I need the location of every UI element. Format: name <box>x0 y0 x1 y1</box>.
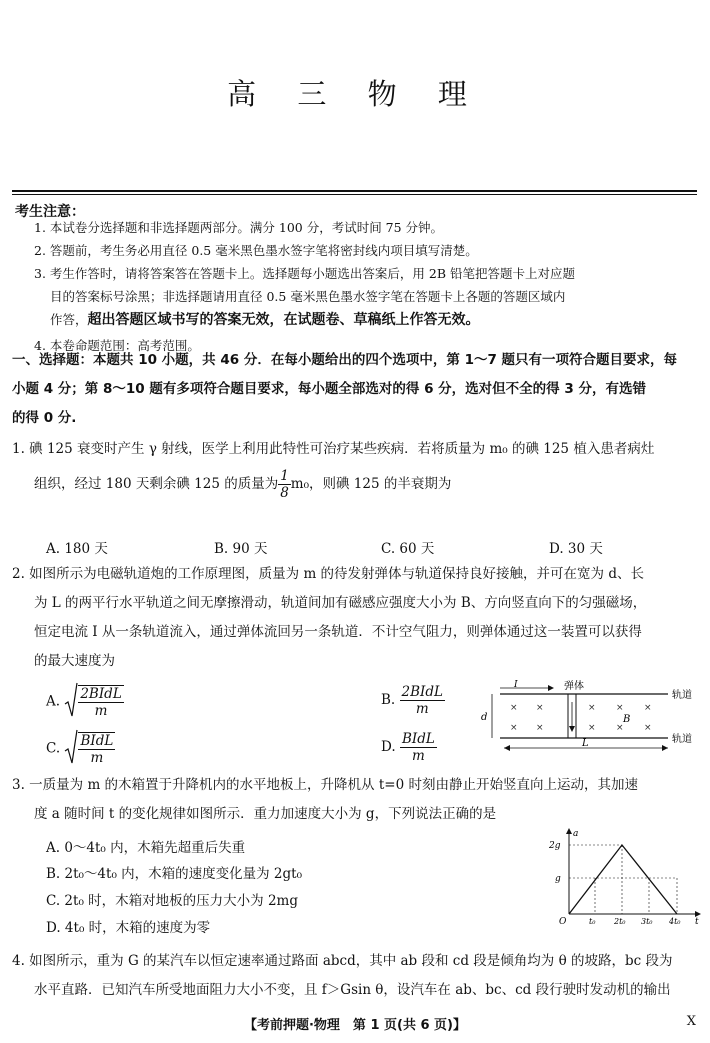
notice-item-2: 2. 答题前，考生务必用直径 0.5 毫米黑色墨水签字笔将密封线内项目填写清楚。 <box>34 243 478 258</box>
page-title: 高 三 物 理 <box>227 77 483 111</box>
svg-text:×: × <box>536 723 544 733</box>
option-label: C. <box>46 740 61 757</box>
sqrt-sign <box>64 682 78 722</box>
fraction-denominator: m <box>94 703 108 719</box>
question-4-line-2: 水平直路．已知汽车所受地面阻力大小不变，且 f＞Gsin θ，设汽车在 ab、bc、cd 段行驶时发动机的输出 <box>34 982 671 998</box>
question-2-line-4: 的最大速度为 <box>34 653 115 669</box>
section-heading-line-3: 的得 0 分. <box>12 410 77 426</box>
question-4-line-1: 4. 如图所示，重为 G 的某汽车以恒定速率通过路面 abcd，其中 ab 段和 cd 段是倾角均为 θ 的坡路，bc 段为 <box>12 953 673 969</box>
question-2-option-a <box>46 682 124 722</box>
question-1-option-d: D. 30 天 <box>549 541 603 557</box>
header-rule-thin <box>12 194 697 195</box>
sqrt-sign <box>64 729 78 769</box>
page-footer: 【考前押题·物理 第 1 页(共 6 页)】 <box>243 1018 467 1033</box>
question-2-line-3: 恒定电流 I 从一条轨道流入，通过弹体流回另一条轨道．不计空气阻力，则弹体通过这一装置可以获得 <box>34 624 642 640</box>
question-2-option-b <box>381 684 445 717</box>
question-1-option-b: B. 90 天 <box>214 541 268 557</box>
question-1-text-b: m₀，则碘 125 的半衰期为 <box>290 476 452 492</box>
railgun-diagram <box>478 680 703 756</box>
acceleration-time-graph <box>545 826 705 926</box>
section-heading-line-2: 小题 4 分；第 8～10 题有多项符合题目要求，每小题全部选对的得 6 分，选对但不全的得 3 分，有选错 <box>12 381 646 397</box>
question-1-fraction <box>278 468 291 501</box>
label-B: B <box>623 714 631 725</box>
notice-item-1: 1. 本试卷分选择题和非选择题两部分。满分 100 分，考试时间 75 分钟。 <box>34 220 444 235</box>
question-2-option-c <box>46 729 115 769</box>
x-tick-t0: t₀ <box>589 917 596 926</box>
question-3 <box>12 771 702 829</box>
y-tick-2g: 2g <box>549 841 561 851</box>
notice-warning: 超出答题区域书写的答案无效，在试题卷、草稿纸上作答无效。 <box>87 312 480 328</box>
question-2 <box>12 560 702 676</box>
svg-text:×: × <box>644 723 652 733</box>
question-1-option-a: A. 180 天 <box>46 541 108 557</box>
question-3-option-c: C. 2t₀ 时，木箱对地板的压力大小为 2mg <box>46 893 298 909</box>
label-current-top: I <box>514 680 518 690</box>
fraction-numerator: BIdL <box>401 731 435 747</box>
question-1-line-2 <box>12 464 702 504</box>
svg-text:×: × <box>616 723 624 733</box>
option-b-fraction <box>400 684 445 717</box>
footer-code: X <box>686 1014 696 1029</box>
option-label: B. <box>381 692 396 708</box>
svg-text:×: × <box>510 703 518 713</box>
question-3-option-d: D. 4t₀ 时，木箱的速度为零 <box>46 920 211 936</box>
question-2-option-d <box>381 731 437 764</box>
label-L: L <box>582 738 589 749</box>
fraction-numerator: BIdL <box>80 733 114 749</box>
question-1-line-1: 1. 碘 125 衰变时产生 γ 射线，医学上利用此特性可治疗某些疾病．若将质量为 m₀ 的碘 125 植入患者病灶 <box>12 441 655 457</box>
svg-text:×: × <box>510 723 518 733</box>
option-label: D. <box>381 739 396 755</box>
svg-text:×: × <box>536 703 544 713</box>
question-1-option-c: C. 60 天 <box>381 541 435 557</box>
option-d-fraction <box>400 731 437 764</box>
svg-text:×: × <box>588 703 596 713</box>
question-3-option-a: A. 0～4t₀ 内，木箱先超重后失重 <box>46 840 246 856</box>
notice-item-3-cont2 <box>50 310 690 330</box>
svg-text:×: × <box>588 723 596 733</box>
fraction-numerator: 2BIdL <box>401 684 443 700</box>
option-c-fraction <box>78 732 115 766</box>
label-rail-bottom: 轨道 <box>672 734 692 745</box>
fraction-numerator: 2BIdL <box>80 686 122 702</box>
fraction-denominator: m <box>90 750 104 766</box>
section-heading <box>12 346 702 433</box>
notice-item-3: 3. 考生作答时，请将答案答在答题卡上。选择题每小题选出答案后，用 2B 铅笔把答题卡上对应题 <box>34 266 575 281</box>
question-3-option-b: B. 2t₀～4t₀ 内，木箱的速度变化量为 2gt₀ <box>46 866 303 882</box>
question-1 <box>12 435 702 504</box>
section-heading-line-1: 一、选择题：本题共 10 小题，共 46 分．在每小题给出的四个选项中，第 1～7 题只有一项符合题目要求，每 <box>12 352 678 368</box>
x-axis-label: t <box>695 917 699 926</box>
svg-text:×: × <box>616 703 624 713</box>
header-rule <box>12 190 697 192</box>
notice-item-3-lead: 作答， <box>50 312 88 327</box>
x-tick-2t0: 2t₀ <box>614 917 626 926</box>
question-1-text-a: 组织，经过 180 天剩余碘 125 的质量为 <box>34 476 279 492</box>
option-a-fraction <box>78 685 123 719</box>
notice-heading: 考生注意： <box>15 204 85 220</box>
fraction-denominator: m <box>411 748 425 764</box>
label-projectile: 弹体 <box>564 681 584 692</box>
x-tick-3t0: 3t₀ <box>641 917 653 926</box>
notice-item-3-cont: 目的答案标号涂黑；非选择题请用直径 0.5 毫米黑色墨水签字笔在答题卡上各题的答题区域内 <box>50 289 566 304</box>
y-tick-g: g <box>555 874 561 884</box>
origin-label: O <box>559 917 567 926</box>
fraction-denominator: m <box>415 701 429 717</box>
question-3-line-2: 度 a 随时间 t 的变化规律如图所示．重力加速度大小为 g，下列说法正确的是 <box>34 806 497 822</box>
question-2-line-1: 2. 如图所示为电磁轨道炮的工作原理图，质量为 m 的待发射弹体与轨道保持良好接触，并可在宽为 d、长 <box>12 566 644 582</box>
y-axis-label: a <box>573 829 579 839</box>
question-3-line-1: 3. 一质量为 m 的木箱置于升降机内的水平地板上，升降机从 t=0 时刻由静止开始竖直向上运动，其加速 <box>12 777 638 793</box>
question-4 <box>12 947 702 1005</box>
svg-text:×: × <box>644 703 652 713</box>
label-rail-top: 轨道 <box>672 690 692 701</box>
option-label: A. <box>46 693 61 710</box>
x-tick-4t0: 4t₀ <box>669 917 681 926</box>
label-d: d <box>481 712 488 723</box>
fraction-numerator: 1 <box>280 468 289 484</box>
acceleration-curve <box>569 845 677 914</box>
fraction-denominator: 8 <box>280 485 289 501</box>
notice-item-4: 4. 本卷命题范围：高考范围。 <box>34 338 200 353</box>
question-2-line-2: 为 L 的两平行水平轨道之间无摩擦滑动，轨道间加有磁感应强度大小为 B、方向竖直向下的匀强磁场， <box>34 595 647 611</box>
